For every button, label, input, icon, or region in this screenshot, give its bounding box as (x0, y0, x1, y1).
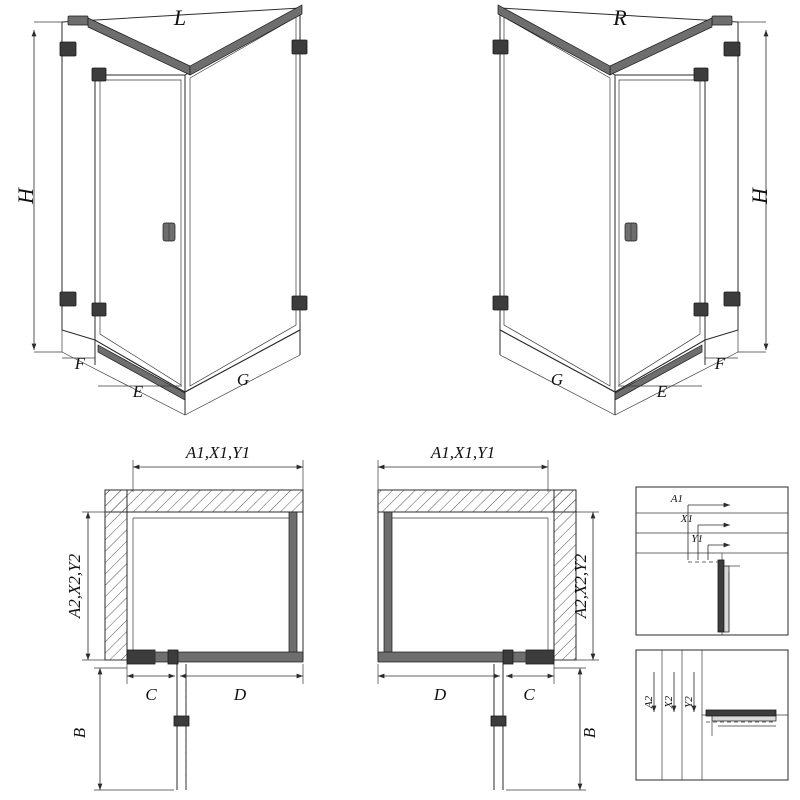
label-detail-a1: A1 (670, 493, 683, 505)
label-g-right: G (550, 370, 564, 389)
label-d-right: D (433, 685, 447, 704)
detail-profile-horizontal (636, 487, 788, 635)
label-h-right: H (747, 188, 772, 204)
label-h-left: H (13, 188, 38, 204)
label-detail-a2: A2 (643, 695, 655, 709)
label-d-left: D (233, 685, 247, 704)
label-e-left: E (132, 382, 144, 401)
label-variant-left: L (173, 5, 187, 30)
label-a1x1y1-right: A1,X1,Y1 (430, 443, 496, 462)
label-c-left: C (145, 685, 157, 704)
label-c-right: C (523, 685, 535, 704)
view-plan-left (65, 443, 303, 790)
view-3d-right-labels (551, 5, 772, 401)
label-a2x2y2-right: A2,X2,Y2 (571, 553, 590, 619)
label-detail-x2: X2 (663, 695, 675, 709)
detail-profile-vertical (636, 650, 788, 780)
label-b-right: B (580, 727, 599, 739)
label-f-right: F (714, 354, 726, 373)
view-plan-right (378, 443, 599, 790)
label-detail-y2: Y2 (683, 696, 695, 708)
label-f-left: F (74, 354, 86, 373)
label-e-right: E (656, 382, 668, 401)
label-b-left: B (70, 727, 89, 739)
label-detail-y1: Y1 (691, 533, 703, 545)
label-detail-x1: X1 (680, 513, 693, 525)
label-a1x1y1-left: A1,X1,Y1 (185, 443, 251, 462)
label-variant-right: R (613, 5, 627, 30)
label-g-left: G (236, 370, 250, 389)
view-3d-left (13, 5, 307, 415)
label-a2x2y2-left: A2,X2,Y2 (65, 553, 84, 619)
